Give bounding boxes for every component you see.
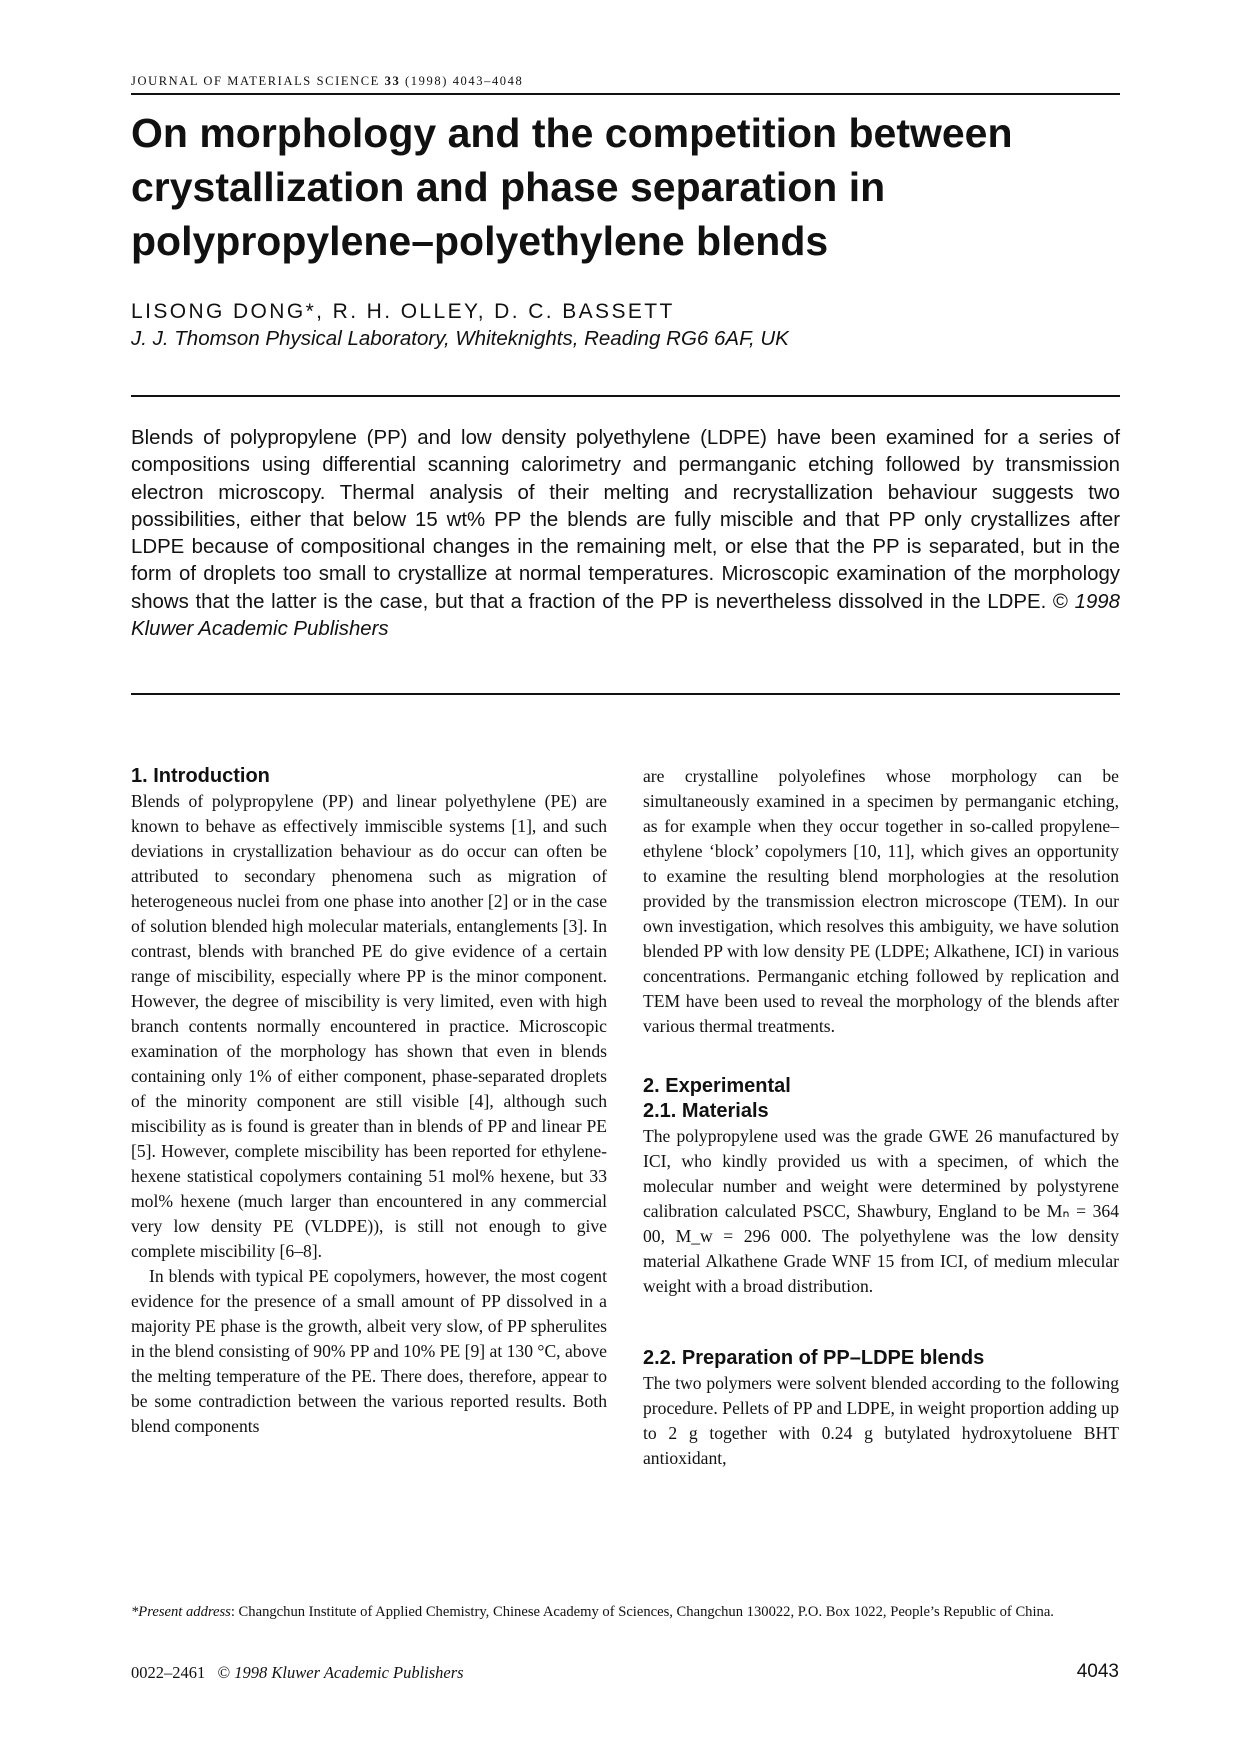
author-list: LISONG DONG*, R. H. OLLEY, D. C. BASSETT (131, 300, 675, 323)
preparation-paragraph: The two polymers were solvent blended according to the following procedure. Pellets of PP and LDPE, in weight proportion adding up to 2 g together with 0.24 g butylated hydroxytoluene BHT antioxidant, (643, 1373, 1119, 1468)
intro-paragraph-1: Blends of polypropylene (PP) and linear polyethylene (PE) are known to behave as effectively immiscible systems [1], and such deviations in crystallization behaviour as do occur can often be attributed to secondary phenomena such as migration of heterogeneous nuclei from one phase into another [2] or in the case of solution blended high molecular materials, entanglements [3]. In contrast, blends with branched PE do give evidence of a certain range of miscibility, especially where PP is the minor component. However, the degree of miscibility is very limited, even with high branch contents normally encountered in practice. Microscopic examination of the morphology has shown that even in blends containing only 1% of either component, phase-separated droplets of the minority component are still visible [4], although such miscibility as is found is greater than in blends of PP and linear PE [5]. However, complete miscibility has been reported for ethylene-hexene statistical copolymers containing 51 mol% hexene, but 33 mol% hexene (much larger than encountered in any commercial very low density PE (VLDPE)), is still not enough to give complete miscibility [6–8]. (131, 791, 607, 1261)
section-heading-introduction: 1. Introduction (131, 765, 270, 787)
running-head (131, 74, 1120, 95)
journal-volume: 33 (384, 74, 401, 88)
materials-paragraph: The polypropylene used was the grade GWE 26 manufactured by ICI, who kindly provided us with a specimen, of which the molecular number and weight were determined by polystyrene calibration calculated PSCC, Shawbury, England to be Mₙ = 364 00, M_w = 296 000. The polyethylene was the low density material Alkathene Grade WNF 15 from ICI, of medium mlecular weight with a broad distribution. (643, 1126, 1119, 1296)
section-heading-experimental: 2. Experimental (643, 1075, 791, 1097)
footnote-text: : Changchun Institute of Applied Chemistry, Chinese Academy of Sciences, Changchun 130022, P.O. Box 1022, People’s Republic of China. (230, 1604, 1054, 1620)
subsection-heading-preparation: 2.2. Preparation of PP–LDPE blends (643, 1347, 985, 1369)
title-line-3: polypropylene–polyethylene blends (131, 218, 829, 264)
footer-issn: 0022–2461 (131, 1663, 206, 1682)
author-affiliation: J. J. Thomson Physical Laboratory, Whiteknights, Reading RG6 6AF, UK (131, 327, 789, 350)
title-line-2: crystallization and phase separation in (131, 164, 886, 210)
abstract-text: Blends of polypropylene (PP) and low density polyethylene (LDPE) have been examined for a series of compositions using differential scanning calorimetry and permanganic etching followed by transmission electron microscopy. Thermal analysis of their melting and recrystallization behaviour suggests two possibilities, either that below 15 wt% PP the blends are fully miscible and that PP only crystallizes after LDPE because of compositional changes in the remaining melt, or else that the PP is separated, but in the form of droplets too small to crystallize at normal temperatures. Microscopic examination of the morphology shows that the latter is the case, but that a fraction of the PP is nevertheless dissolved in the LDPE. © (131, 427, 1120, 613)
right-column (643, 764, 1119, 1471)
intro-paragraph-2: In blends with typical PE copolymers, however, the most cogent evidence for the presence of a small amount of PP dissolved in a majority PE phase is the growth, albeit very slow, of PP spherulites in the blend consisting of 90% PP and 10% PE [9] at 130 °C, above the melting temperature of the PE. There does, therefore, appear to be some contradiction between the various reported results. Both blend components (131, 1266, 607, 1436)
page-footer (131, 1663, 464, 1683)
journal-name: JOURNAL OF MATERIALS SCIENCE (131, 74, 380, 88)
intro-paragraph-3: are crystalline polyolefines whose morphology can be simultaneously examined in a specimen by permanganic etching, as for example when they occur together in so-called propylene–ethylene ‘block’ copolymers [10, 11], which gives an opportunity to examine the resulting blend morphologies at the resolution provided by the transmission electron microscope (TEM). In our own investigation, which resolves this ambiguity, we have solution blended PP with low density PE (LDPE; Alkathene, ICI) in various concentrations. Permanganic etching followed by replication and TEM have been used to reveal the morphology of the blends after various thermal treatments. (643, 766, 1119, 1036)
title-line-1: On morphology and the competition between (131, 110, 1013, 156)
journal-year-pages: (1998) 4043–4048 (405, 74, 524, 88)
article-title (131, 106, 1091, 268)
footnote-label: *Present address (131, 1604, 231, 1620)
footer-publisher: 1998 Kluwer Academic Publishers (234, 1663, 464, 1682)
abstract (131, 425, 1120, 643)
page-number: 4043 (1076, 1661, 1119, 1682)
footnote (131, 1602, 1120, 1622)
subsection-heading-materials: 2.1. Materials (643, 1100, 769, 1122)
footer-copyright-icon: © (217, 1663, 231, 1682)
abstract-copyright: 1998 Kluwer Academic Publishers (131, 590, 1120, 641)
abstract-top-rule (131, 395, 1120, 397)
abstract-bottom-rule (131, 693, 1120, 695)
left-column (131, 764, 607, 1439)
